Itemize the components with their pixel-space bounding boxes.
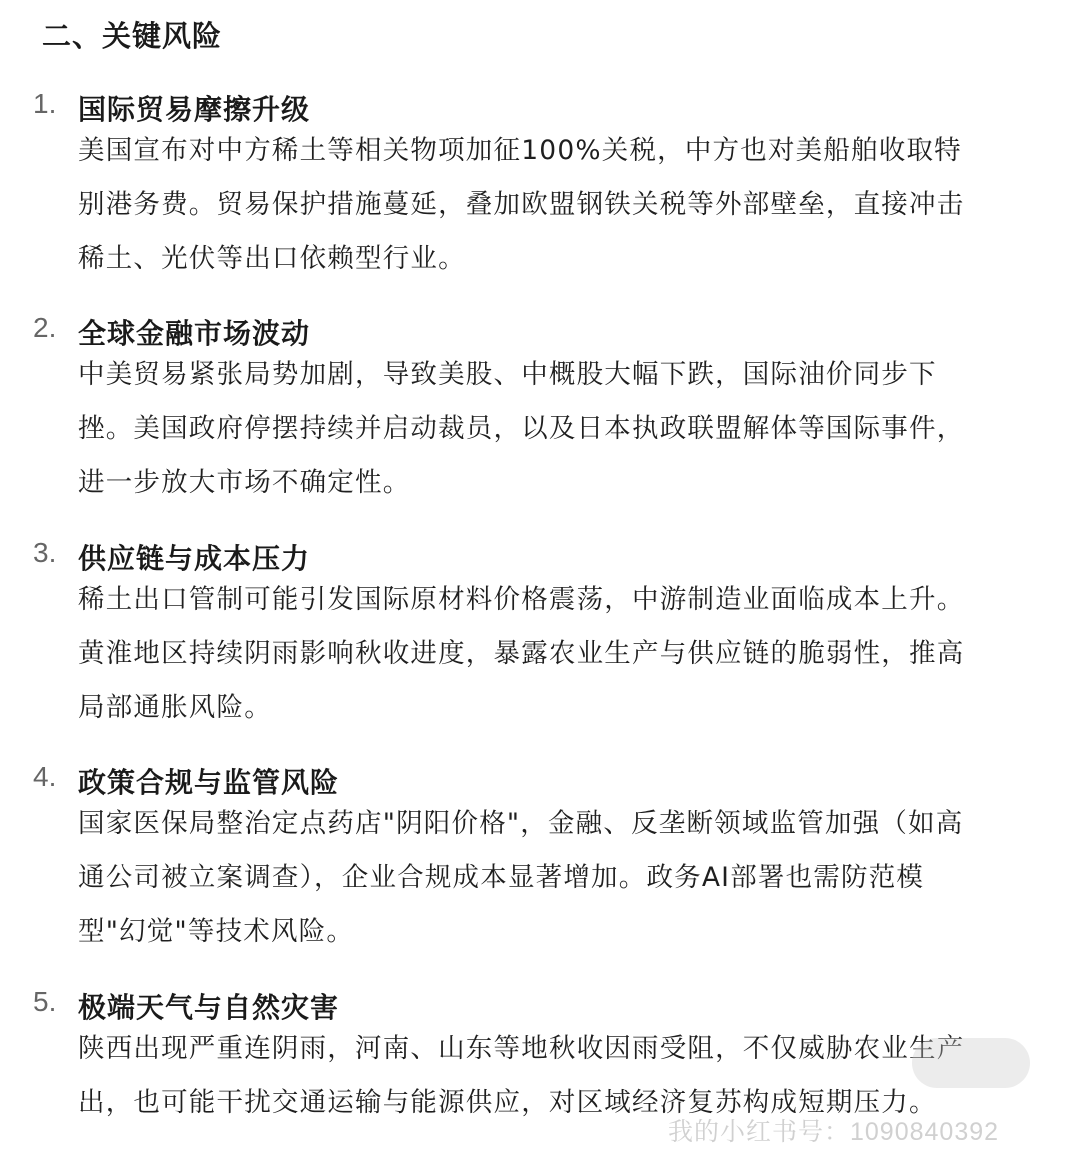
body-line: 局部通胀风险。 xyxy=(78,692,272,723)
item-heading: 供应链与成本压力 xyxy=(78,542,311,575)
item-body xyxy=(78,124,1018,286)
item-number: 1. xyxy=(33,88,57,119)
item-heading: 政策合规与监管风险 xyxy=(78,766,340,799)
item-number: 2. xyxy=(33,312,57,343)
body-line: 稀土出口管制可能引发国际原材料价格震荡，中游制造业面临成本上升。 xyxy=(78,584,965,615)
body-line: 型"幻觉"等技术风险。 xyxy=(78,916,355,947)
body-line: 稀土、光伏等出口依赖型行业。 xyxy=(78,243,466,274)
body-line: 陕西出现严重连阴雨，河南、山东等地秋收因雨受阻，不仅威胁农业生产 xyxy=(78,1033,965,1064)
body-line: 进一步放大市场不确定性。 xyxy=(78,467,411,498)
body-line: 出，也可能干扰交通运输与能源供应，对区域经济复苏构成短期压力。 xyxy=(78,1087,937,1118)
item-heading: 极端天气与自然灾害 xyxy=(78,991,340,1024)
item-body xyxy=(78,573,1018,735)
item-heading: 国际贸易摩擦升级 xyxy=(78,93,311,126)
body-line: 通公司被立案调查），企业合规成本显著增加。政务AI部署也需防范模 xyxy=(78,862,925,893)
item-body xyxy=(78,797,1018,959)
item-number: 4. xyxy=(33,761,57,792)
body-line: 黄淮地区持续阴雨影响秋收进度，暴露农业生产与供应链的脆弱性，推高 xyxy=(78,638,965,669)
body-line: 中美贸易紧张局势加剧，导致美股、中概股大幅下跌，国际油价同步下 xyxy=(78,359,937,390)
watermark-logo-icon xyxy=(912,1038,1030,1088)
item-number: 5. xyxy=(33,986,57,1017)
section-title: 二、关键风险 xyxy=(42,19,223,53)
body-line: 别港务费。贸易保护措施蔓延，叠加欧盟钢铁关税等外部壁垒，直接冲击 xyxy=(78,189,965,220)
body-line: 美国宣布对中方稀土等相关物项加征100%关税，中方也对美船舶收取特 xyxy=(78,135,962,166)
watermark: 我的小红书号：1090840392 xyxy=(668,1118,1000,1146)
item-number: 3. xyxy=(33,537,57,568)
body-line: 国家医保局整治定点药店"阴阳价格"，金融、反垄断领域监管加强（如高 xyxy=(78,808,964,839)
body-line: 挫。美国政府停摆持续并启动裁员，以及日本执政联盟解体等国际事件， xyxy=(78,413,965,444)
item-body xyxy=(78,348,1018,510)
item-heading: 全球金融市场波动 xyxy=(78,317,311,350)
